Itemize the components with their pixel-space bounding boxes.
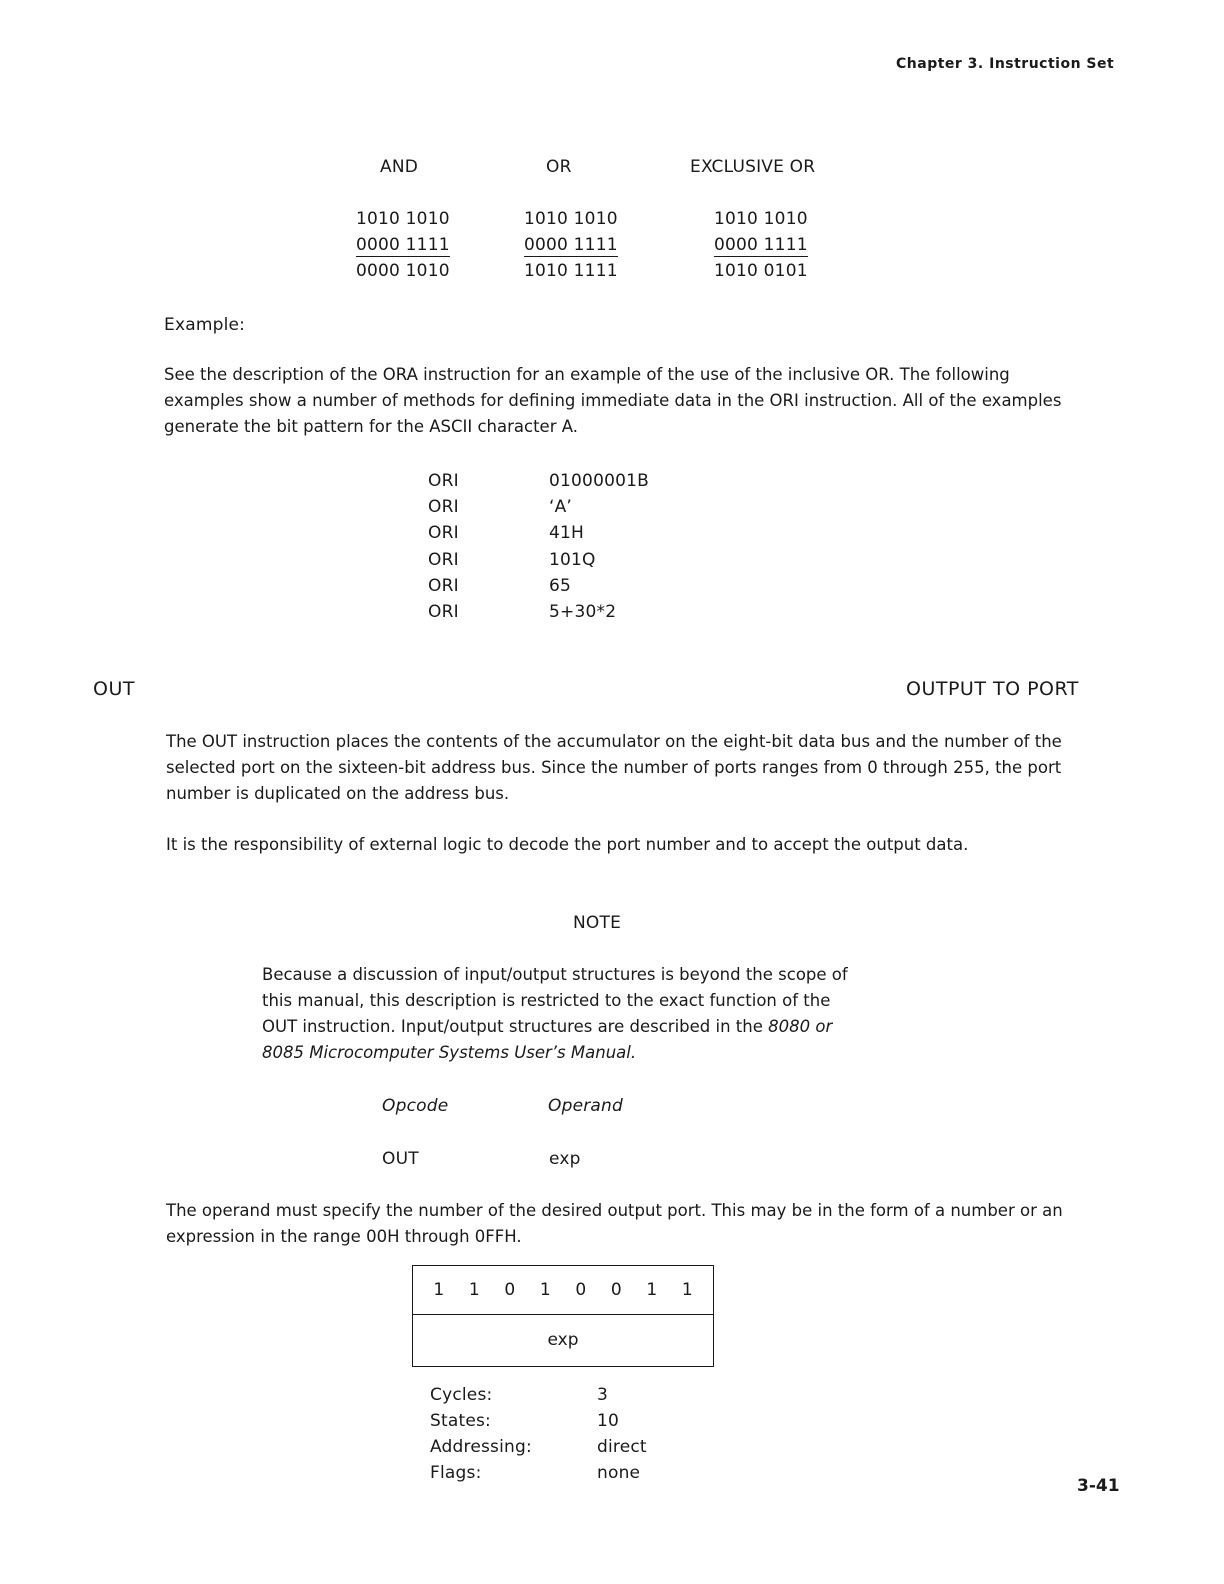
note-text bbox=[262, 962, 862, 1066]
code-op: ORI bbox=[428, 497, 459, 517]
note-manual-title: 8080 or 8085 Microcomputer Systems User’s Manual. bbox=[262, 1017, 833, 1062]
or-result: 1010 1111 bbox=[524, 261, 618, 281]
or-operand-1: 1010 1010 bbox=[524, 209, 618, 229]
example-paragraph: See the description of the ORA instruction for an example of the use of the inclusive OR. The following examples show a number of methods for defining immediate data in the ORI instruction. All of the examples generate the bit pattern for the ASCII character A. bbox=[164, 365, 1062, 436]
operand-value: exp bbox=[549, 1149, 581, 1169]
operand-header: Operand bbox=[548, 1096, 624, 1116]
timing-value: none bbox=[597, 1463, 641, 1483]
code-op: ORI bbox=[428, 471, 459, 491]
xor-operand-2: 0000 1111 bbox=[714, 235, 808, 255]
bit: 1 bbox=[433, 1280, 445, 1300]
code-arg: 01000001B bbox=[549, 471, 649, 491]
timing-value: 3 bbox=[597, 1385, 609, 1405]
code-arg: ‘A’ bbox=[549, 497, 573, 517]
code-arg: 41H bbox=[549, 523, 585, 543]
operand-byte: exp bbox=[547, 1330, 579, 1350]
out-description-paragraph: The OUT instruction places the contents of the accumulator on the eight-bit data bus and the number of the selected port on the sixteen-bit address bus. Since the number of ports ranges from 0 through 255, the port number is duplicated on the address bus. bbox=[166, 732, 1062, 803]
section-title: OUTPUT TO PORT bbox=[906, 678, 1079, 700]
instruction-encoding-diagram bbox=[412, 1265, 714, 1367]
example-label: Example: bbox=[164, 315, 246, 335]
page-number: 3-41 bbox=[1077, 1476, 1120, 1496]
code-op: ORI bbox=[428, 602, 459, 622]
note-title: NOTE bbox=[573, 913, 622, 933]
code-arg: 101Q bbox=[549, 550, 596, 570]
timing-label: Cycles: bbox=[430, 1385, 493, 1405]
bit: 0 bbox=[575, 1280, 587, 1300]
column-title-or: OR bbox=[546, 157, 572, 177]
code-op: ORI bbox=[428, 550, 459, 570]
opcode-value: OUT bbox=[382, 1149, 419, 1169]
xor-result: 1010 0101 bbox=[714, 261, 808, 281]
operand-paragraph: The operand must specify the number of the desired output port. This may be in the form of a number or an expression in the range 00H through 0FFH. bbox=[166, 1201, 1063, 1246]
timing-value: direct bbox=[597, 1437, 647, 1457]
bit: 0 bbox=[610, 1280, 622, 1300]
code-op: ORI bbox=[428, 523, 459, 543]
code-op: ORI bbox=[428, 576, 459, 596]
or-operand-2: 0000 1111 bbox=[524, 235, 618, 255]
bit: 1 bbox=[681, 1280, 693, 1300]
and-operand-2: 0000 1111 bbox=[356, 235, 450, 255]
opcode-header: Opcode bbox=[382, 1096, 449, 1116]
timing-value: 10 bbox=[597, 1411, 620, 1431]
chapter-header: Chapter 3. Instruction Set bbox=[896, 56, 1115, 72]
column-title-and: AND bbox=[380, 157, 419, 177]
timing-label: States: bbox=[430, 1411, 491, 1431]
timing-label: Flags: bbox=[430, 1463, 482, 1483]
and-operand-1: 1010 1010 bbox=[356, 209, 450, 229]
code-arg: 65 bbox=[549, 576, 572, 596]
xor-operand-1: 1010 1010 bbox=[714, 209, 808, 229]
out-responsibility-paragraph: It is the responsibility of external logic to decode the port number and to accept the output data. bbox=[166, 835, 969, 854]
timing-label: Addressing: bbox=[430, 1437, 532, 1457]
bit: 1 bbox=[646, 1280, 658, 1300]
note-text-plain: Because a discussion of input/output structures is beyond the scope of this manual, this description is restricted to the exact function of the OUT instruction. Input/output structures are described in the bbox=[262, 965, 848, 1036]
and-result: 0000 1010 bbox=[356, 261, 450, 281]
bit: 0 bbox=[504, 1280, 516, 1300]
section-mnemonic: OUT bbox=[93, 678, 135, 700]
opcode-byte bbox=[413, 1266, 713, 1315]
bit: 1 bbox=[539, 1280, 551, 1300]
bit: 1 bbox=[468, 1280, 480, 1300]
column-title-xor: EXCLUSIVE OR bbox=[690, 157, 816, 177]
code-arg: 5+30*2 bbox=[549, 602, 617, 622]
